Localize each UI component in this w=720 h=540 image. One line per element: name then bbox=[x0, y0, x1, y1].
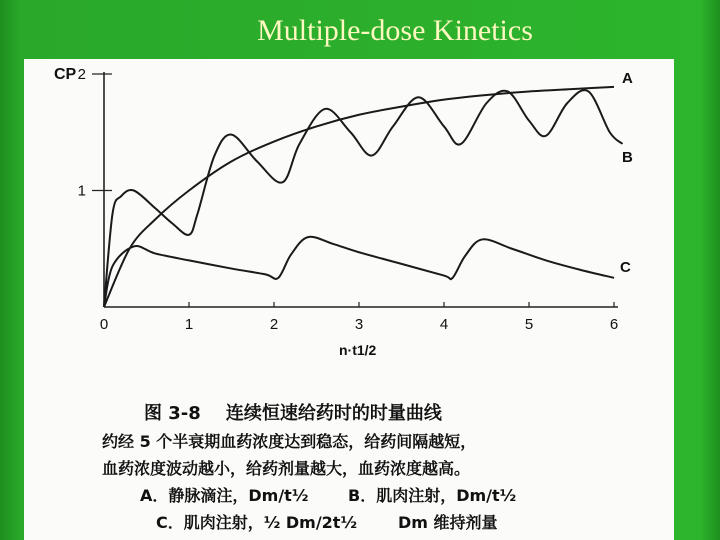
x-axis-label: n·t1/2 bbox=[339, 342, 377, 358]
figure-title: 连续恒速给药时的时量曲线 bbox=[225, 403, 442, 424]
caption-line-2: 血药浓度波动越小，给药剂量越大，血药浓度越高。 bbox=[102, 459, 471, 478]
y-tick-label: 1 bbox=[77, 182, 86, 200]
caption-line-1: 约经 5 个半衰期血药浓度达到稳态，给药间隔越短， bbox=[102, 432, 477, 451]
x-tick-label: 3 bbox=[354, 316, 364, 333]
y-axis-label: CP bbox=[54, 66, 77, 83]
kinetics-chart bbox=[24, 59, 674, 399]
caption-item-a: A．静脉滴注，Dm/t½ bbox=[140, 486, 309, 505]
slide-title: Multiple-dose Kinetics bbox=[257, 14, 533, 47]
x-tick-label: 2 bbox=[269, 316, 279, 333]
caption-dm-note: Dm 维持剂量 bbox=[398, 513, 498, 532]
x-tick-label: 6 bbox=[609, 316, 619, 333]
series-label-a: A bbox=[622, 69, 633, 87]
x-tick-label: 5 bbox=[524, 316, 534, 333]
x-tick-label: 1 bbox=[184, 316, 194, 333]
figure-label: 图 3-8 bbox=[144, 403, 201, 424]
series-label-c: C bbox=[620, 258, 631, 276]
caption-item-c: C．肌肉注射，½ Dm/2t½ bbox=[156, 513, 358, 532]
series-label-b: B bbox=[622, 148, 633, 166]
series-line-c bbox=[104, 237, 614, 307]
series-line-a bbox=[104, 87, 614, 307]
series-line-b bbox=[104, 90, 623, 307]
x-tick-label: 0 bbox=[99, 316, 109, 333]
x-tick-label: 4 bbox=[439, 316, 449, 333]
figure-caption-title bbox=[144, 399, 442, 425]
y-tick-label: 2 bbox=[77, 66, 86, 83]
figure-panel bbox=[24, 59, 674, 540]
caption-item-b: B．肌肉注射，Dm/t½ bbox=[348, 486, 517, 505]
